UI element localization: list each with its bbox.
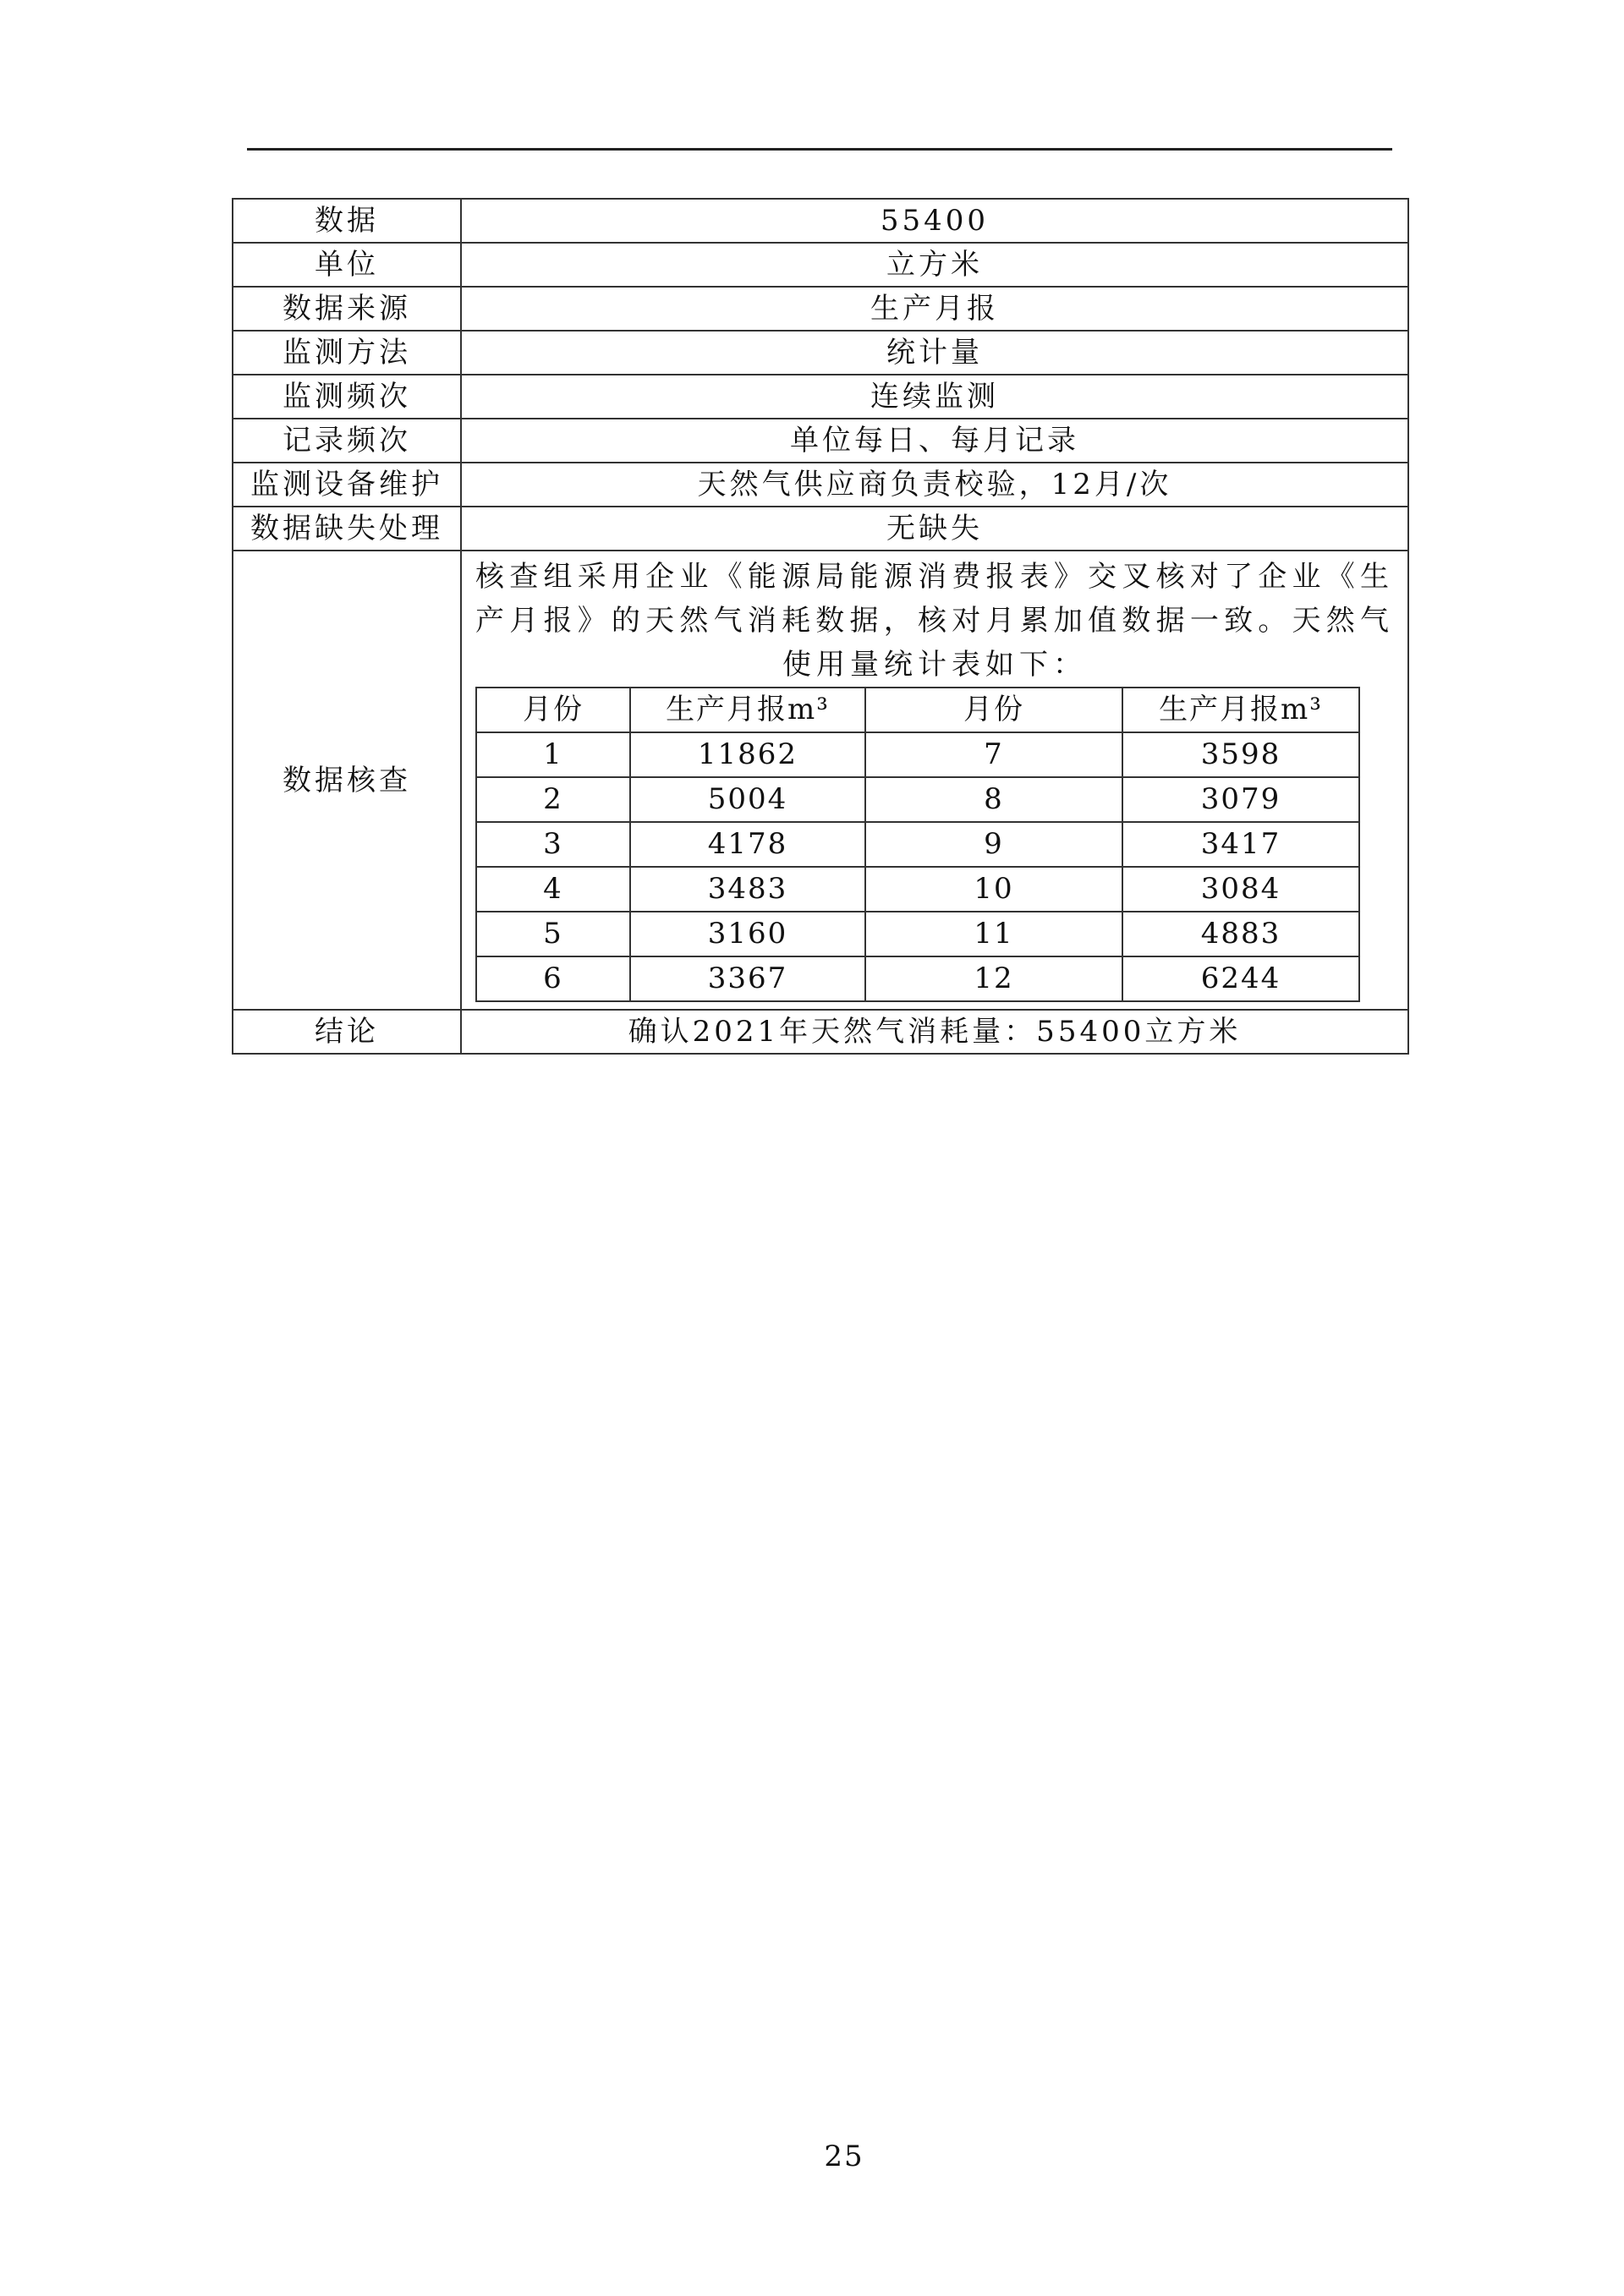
monthly-usage-table [475,687,1360,1002]
row-value: 立方米 [461,243,1408,287]
column-header-volume: 生产月报m³ [630,688,865,732]
row-value: 统计量 [461,331,1408,375]
monthly-header-row [476,688,1359,732]
row-label: 数据 [233,199,461,243]
volume-cell: 3598 [1122,732,1359,777]
month-cell: 1 [476,732,630,777]
month-cell: 12 [865,956,1122,1001]
volume-cell: 4178 [630,822,865,867]
conclusion-row [233,1010,1408,1054]
month-cell: 5 [476,912,630,956]
volume-cell: 3483 [630,867,865,912]
volume-cell: 11862 [630,732,865,777]
table-row [233,375,1408,419]
check-row [233,551,1408,1010]
table-row [233,199,1408,243]
table-row [233,419,1408,463]
row-label: 数据缺失处理 [233,507,461,551]
page-number: 25 [824,2140,864,2173]
header-rule [247,148,1392,151]
table-row [233,507,1408,551]
month-cell: 6 [476,956,630,1001]
conclusion-label: 结论 [233,1010,461,1054]
check-description: 核查组采用企业《能源局能源消费报表》交叉核对了企业《生产月报》的天然气消耗数据，核对月累加值数据一致。天然气使用量统计表如下： [475,560,1394,682]
month-cell: 4 [476,867,630,912]
month-cell: 2 [476,777,630,822]
monthly-row [476,956,1359,1001]
table-row [233,463,1408,507]
month-cell: 8 [865,777,1122,822]
volume-cell: 3367 [630,956,865,1001]
monthly-row [476,822,1359,867]
row-value: 连续监测 [461,375,1408,419]
row-label: 监测设备维护 [233,463,461,507]
row-value: 单位每日、每月记录 [461,419,1408,463]
month-cell: 7 [865,732,1122,777]
column-header-month: 月份 [865,688,1122,732]
month-cell: 3 [476,822,630,867]
volume-cell: 3079 [1122,777,1359,822]
monthly-row [476,912,1359,956]
row-label: 监测方法 [233,331,461,375]
row-label: 数据来源 [233,287,461,331]
month-cell: 9 [865,822,1122,867]
column-header-month: 月份 [476,688,630,732]
volume-cell: 6244 [1122,956,1359,1001]
volume-cell: 5004 [630,777,865,822]
column-header-volume: 生产月报m³ [1122,688,1359,732]
volume-cell: 4883 [1122,912,1359,956]
table-row [233,243,1408,287]
check-content [461,551,1408,1010]
table-row [233,287,1408,331]
check-label: 数据核查 [233,551,461,1010]
volume-cell: 3417 [1122,822,1359,867]
monthly-row [476,777,1359,822]
row-label: 监测频次 [233,375,461,419]
monthly-row [476,732,1359,777]
row-value: 55400 [461,199,1408,243]
row-value: 生产月报 [461,287,1408,331]
data-table [232,198,1409,1055]
conclusion-value: 确认2021年天然气消耗量：55400立方米 [461,1010,1408,1054]
month-cell: 10 [865,867,1122,912]
row-value: 天然气供应商负责校验，12月/次 [461,463,1408,507]
row-label: 单位 [233,243,461,287]
row-label: 记录频次 [233,419,461,463]
volume-cell: 3084 [1122,867,1359,912]
row-value: 无缺失 [461,507,1408,551]
monthly-row [476,867,1359,912]
table-row [233,331,1408,375]
month-cell: 11 [865,912,1122,956]
volume-cell: 3160 [630,912,865,956]
